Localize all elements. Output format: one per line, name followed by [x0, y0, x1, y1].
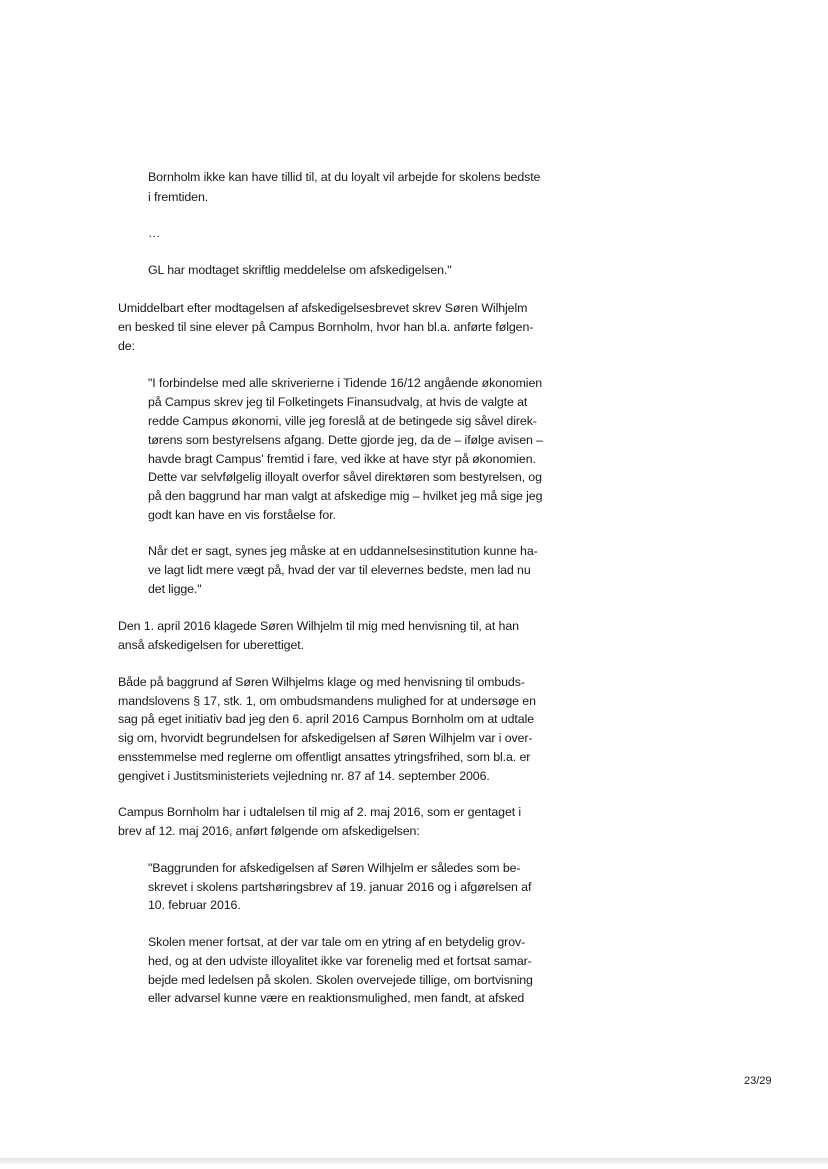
quote-line: eller advarsel kunne være en reaktionsmulighed, men fandt, at afsked: [148, 991, 525, 1005]
quote-line: Når det er sagt, synes jeg måske at en uddannelsesinstitution kunne ha-: [148, 544, 538, 558]
quote-line: havde bragt Campus' fremtid i fare, ved ikke at have styr på økonomien.: [148, 452, 536, 466]
paragraph-line: en besked til sine elever på Campus Bornholm, hvor han bl.a. anførte følgen-: [118, 320, 534, 334]
quote-line: "I forbindelse med alle skriverierne i Tidende 16/12 angående økonomien: [148, 376, 543, 390]
quote-line: Bornholm ikke kan have tillid til, at du loyalt vil arbejde for skolens bedste: [148, 170, 541, 184]
quote-line: Dette var selvfølgelig illoyalt overfor såvel direktøren som bestyrelsen, og: [148, 470, 542, 484]
paragraph-line: Campus Bornholm har i udtalelsen til mig af 2. maj 2016, som er gentaget i: [118, 805, 522, 819]
quote-line: skrevet i skolens partshøringsbrev af 19. januar 2016 og i afgørelsen af: [148, 880, 532, 894]
paragraph-line: Både på baggrund af Søren Wilhjelms klage og med henvisning til ombuds-: [118, 675, 525, 689]
paragraph-line: gengivet i Justitsministeriets vejledning nr. 87 af 14. september 2006.: [118, 769, 490, 783]
quote-line: "Baggrunden for afskedigelsen af Søren Wilhjelm er således som be-: [148, 861, 521, 875]
quote-line: på Campus skrev jeg til Folketingets Finansudvalg, at hvis de valgte at: [148, 395, 528, 409]
paragraph-line: sig om, hvorvidt begrundelsen for afskedigelsen af Søren Wilhjelm var i over-: [118, 731, 533, 745]
quote-line: tørens som bestyrelsens afgang. Dette gjorde jeg, da de – ifølge avisen –: [148, 433, 543, 447]
scan-edge-divider: [0, 1158, 828, 1164]
quote-line: ve lagt lidt mere vægt på, hvad der var til elevernes bedste, men lad nu: [148, 563, 531, 577]
quote-line: bejde med ledelsen på skolen. Skolen overvejede tillige, om bortvisning: [148, 973, 533, 987]
quote-line: redde Campus økonomi, ville jeg foreslå at de betingede sig såvel direk-: [148, 414, 537, 428]
quote-line: godt kan have en vis forståelse for.: [148, 508, 336, 522]
quote-line: i fremtiden.: [148, 190, 209, 204]
paragraph-line: mandslovens § 17, stk. 1, om ombudsmandens mulighed for at undersøge en: [118, 694, 536, 708]
paragraph-line: brev af 12. maj 2016, anført følgende om afskedigelsen:: [118, 824, 420, 838]
paragraph-line: sag på eget initiativ bad jeg den 6. april 2016 Campus Bornholm om at udtale: [118, 712, 535, 726]
quote-line: på den baggrund har man valgt at afskedige mig – hvilket jeg må sige jeg: [148, 489, 543, 503]
quote-line: det ligge.": [148, 582, 202, 596]
quote-line: 10. februar 2016.: [148, 898, 241, 912]
paragraph-line: de:: [118, 339, 135, 353]
quote-line: Skolen mener fortsat, at der var tale om en ytring af en betydelig grov-: [148, 935, 526, 949]
paragraph-line: anså afskedigelsen for uberettiget.: [118, 638, 304, 652]
paragraph-line: ensstemmelse med reglerne om offentligt ansattes ytringsfrihed, som bl.a. er: [118, 750, 531, 764]
quote-line: GL har modtaget skriftlig meddelelse om afskedigelsen.": [148, 263, 452, 277]
page-number: 23/29: [744, 1075, 772, 1087]
paragraph-line: Den 1. april 2016 klagede Søren Wilhjelm til mig med henvisning til, at han: [118, 619, 519, 633]
quote-line: hed, og at den udviste illoyalitet ikke var forenelig med et fortsat samar-: [148, 954, 532, 968]
ellipsis: …: [148, 226, 161, 240]
paragraph-line: Umiddelbart efter modtagelsen af afskedigelsesbrevet skrev Søren Wilhjelm: [118, 301, 528, 315]
